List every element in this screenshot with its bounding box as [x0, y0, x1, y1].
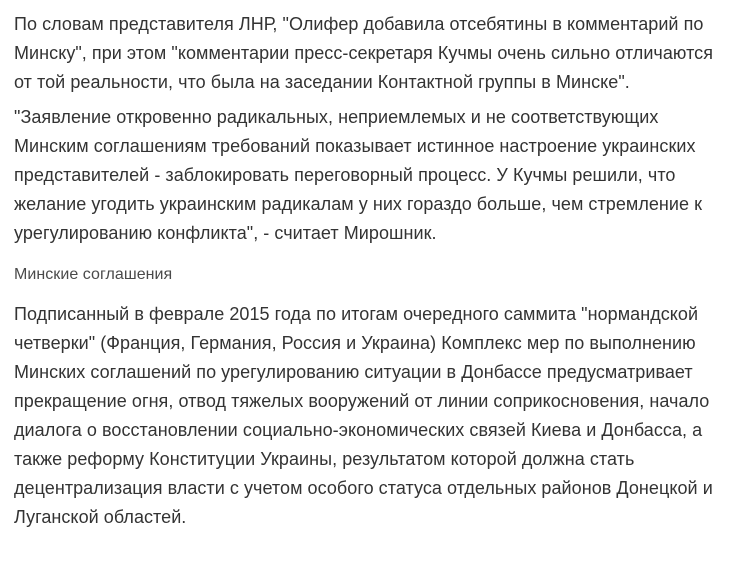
subheading-minsk-agreements: Минские соглашения	[14, 266, 173, 283]
paragraph-quote-miroshnik: "Заявление откровенно радикальных, неприемлемых и не соответствующих Минским соглашениям требований показывает истинное настроение украинских представителей - заблокировать переговорный процесс. У Кучмы решили, что желание угодить украинским радикалам у них гораздо больше, чем стремление к урегулированию конфликта", - считает Мирошник.	[14, 107, 703, 243]
paragraph-quote-lnr-representative: По словам представителя ЛНР, "Олифер добавила отсебятины в комментарий по Минску", при этом "комментарии пресс-секретаря Кучмы очень сильно отличаются от той реальности, что была на заседании Контактной группы в Минске".	[14, 14, 714, 92]
paragraph-minsk-agreements-description: Подписанный в феврале 2015 года по итогам очередного саммита "нормандской четверки" (Франция, Германия, Россия и Украина) Комплекс мер по выполнению Минских соглашений по урегулированию ситуации в Донбассе предусматривает прекращение огня, отвод тяжелых вооружений от линии соприкосновения, начало диалога о восстановлении социально-экономических связей Киева и Донбасса, а также реформу Конституции Украины, результатом которой должна стать децентрализация власти с учетом особого статуса отдельных районов Донецкой и Луганской областей.	[14, 304, 713, 527]
